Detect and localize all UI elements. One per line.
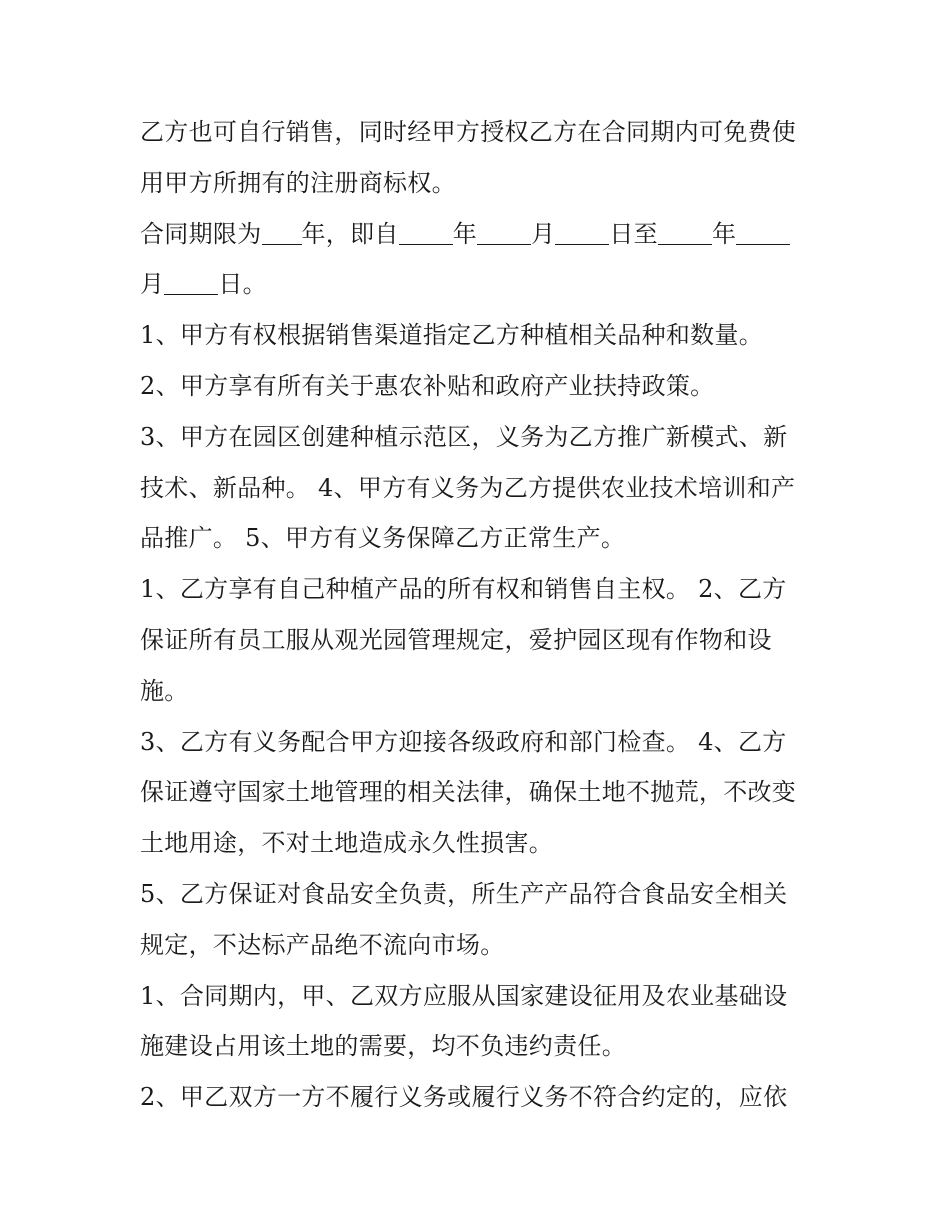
text-line: 1、乙方享有自己种植产品的所有权和销售自主权。 2、乙方 <box>140 575 787 604</box>
text-line: 用甲方所拥有的注册商标权。 <box>140 168 456 197</box>
contract-term-line <box>140 209 820 260</box>
text-fragment: 年 <box>452 219 478 248</box>
document-body <box>140 107 820 1123</box>
text-line: 2、甲乙双方一方不履行义务或履行义务不符合约定的，应依 <box>140 1083 788 1112</box>
text-line: 2、甲方享有所有关于惠农补贴和政府产业扶持政策。 <box>140 371 715 400</box>
fill-blank-end-month-lead[interactable] <box>736 224 790 245</box>
text-line: 1、合同期内，甲、乙双方应服从国家建设征用及农业基础设 <box>140 981 788 1010</box>
text-fragment: 日。 <box>218 270 267 299</box>
text-fragment: 年，即自 <box>301 219 399 248</box>
text-fragment: 月 <box>531 219 556 248</box>
text-line: 保证遵守国家土地管理的相关法律，确保土地不抛荒，不改变 <box>140 778 797 807</box>
text-line: 3、乙方有义务配合甲方迎接各级政府和部门检查。 4、乙方 <box>140 727 787 756</box>
text-line: 技术、新品种。 4、甲方有义务为乙方提供农业技术培训和产 <box>140 473 796 502</box>
text-line: 1、甲方有权根据销售渠道指定乙方种植相关品种和数量。 <box>140 321 764 350</box>
text-fragment: 合同期限为 <box>140 219 262 248</box>
fill-blank-end-day[interactable] <box>164 274 218 295</box>
text-line: 土地用途，不对土地造成永久性损害。 <box>140 829 554 858</box>
text-line: 规定，不达标产品绝不流向市场。 <box>140 930 505 959</box>
text-line: 5、乙方保证对食品安全负责，所生产产品符合食品安全相关 <box>140 879 788 908</box>
text-fragment: 日至 <box>609 219 658 248</box>
fill-blank-start-day[interactable] <box>555 224 609 245</box>
text-fragment: 月 <box>140 270 165 299</box>
fill-blank-years[interactable] <box>262 224 302 245</box>
fill-blank-start-month[interactable] <box>477 224 531 245</box>
text-line: 乙方也可自行销售，同时经甲方授权乙方在合同期内可免费使 <box>140 118 797 146</box>
text-fragment: 年 <box>711 219 737 248</box>
text-line: 施建设占用该土地的需要，均不负违约责任。 <box>140 1032 626 1061</box>
text-line: 施。 <box>140 676 189 705</box>
text-line: 保证所有员工服从观光园管理规定，爱护园区现有作物和设 <box>140 625 772 654</box>
text-line: 品推广。 5、甲方有义务保障乙方正常生产。 <box>140 524 626 553</box>
fill-blank-end-year[interactable] <box>658 224 712 245</box>
fill-blank-start-year[interactable] <box>399 224 453 245</box>
contract-term-line-cont <box>140 259 820 310</box>
text-line: 3、甲方在园区创建种植示范区，义务为乙方推广新模式、新 <box>140 422 788 451</box>
